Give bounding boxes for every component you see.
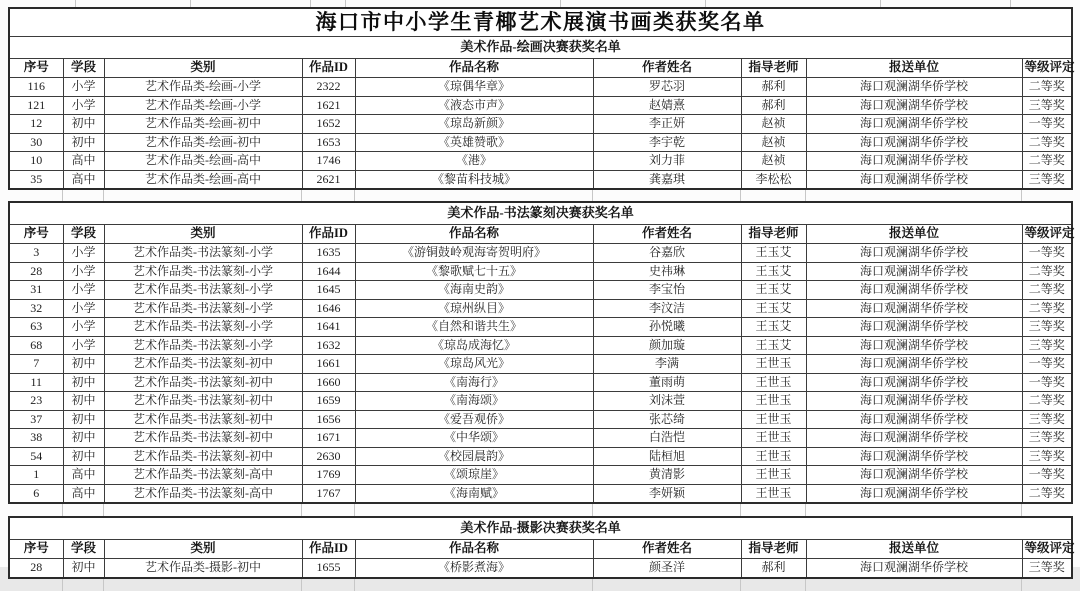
cell: 王世玉	[741, 355, 806, 374]
cell: 《港》	[355, 152, 593, 171]
cell: 一等奖	[1022, 115, 1072, 134]
cell: 30	[9, 133, 63, 152]
column-header: 指导老师	[741, 59, 806, 78]
cell: 1632	[302, 336, 355, 355]
cell: 艺术作品类-书法篆刻-小学	[104, 262, 302, 281]
cell: 王世玉	[741, 466, 806, 485]
column-header: 报送单位	[806, 540, 1022, 559]
cell: 海口观澜湖华侨学校	[806, 447, 1022, 466]
cell: 白浩恺	[593, 429, 741, 448]
cell: 黄清影	[593, 466, 741, 485]
cell: 小学	[63, 262, 104, 281]
awards-table-section-3	[8, 516, 1073, 579]
column-header: 报送单位	[806, 225, 1022, 244]
faint-grid-line	[805, 190, 806, 201]
cell: 刘力菲	[593, 152, 741, 171]
cell: 二等奖	[1022, 133, 1072, 152]
cell: 孙悦曦	[593, 318, 741, 337]
section-title-row	[9, 517, 1072, 540]
table-row	[9, 78, 1072, 97]
cell: 三等奖	[1022, 429, 1072, 448]
cell: 王玉艾	[741, 299, 806, 318]
table-row	[9, 429, 1072, 448]
cell: 二等奖	[1022, 262, 1072, 281]
column-header: 作品ID	[302, 59, 355, 78]
cell: 艺术作品类-书法篆刻-初中	[104, 373, 302, 392]
cell: 赵祯	[741, 152, 806, 171]
cell: 高中	[63, 170, 104, 189]
cell: 艺术作品类-摄影-初中	[104, 559, 302, 578]
cell: 郝利	[741, 96, 806, 115]
cell: 11	[9, 373, 63, 392]
cell: 《黎歌赋七十五》	[355, 262, 593, 281]
cell: 艺术作品类-绘画-小学	[104, 96, 302, 115]
cell: 王玉艾	[741, 336, 806, 355]
cell: 海口观澜湖华侨学校	[806, 281, 1022, 300]
cell: 《爱吾观侨》	[355, 410, 593, 429]
section-title: 美术作品-书法篆刻决赛获奖名单	[9, 202, 1072, 225]
cell: 张芯绮	[593, 410, 741, 429]
faint-grid-line	[592, 579, 593, 591]
cell: 海口观澜湖华侨学校	[806, 318, 1022, 337]
faint-grid-line	[1010, 0, 1011, 7]
table-row	[9, 559, 1072, 578]
column-header: 序号	[9, 59, 63, 78]
cell: 《中华颂》	[355, 429, 593, 448]
cell: 海口观澜湖华侨学校	[806, 355, 1022, 374]
cell: 李松松	[741, 170, 806, 189]
cell: 艺术作品类-书法篆刻-高中	[104, 484, 302, 503]
cell: 李妍颖	[593, 484, 741, 503]
cell: 1655	[302, 559, 355, 578]
cell: 三等奖	[1022, 318, 1072, 337]
faint-grid-line	[354, 190, 355, 201]
column-header: 指导老师	[741, 225, 806, 244]
cell: 海口观澜湖华侨学校	[806, 152, 1022, 171]
cell: 艺术作品类-书法篆刻-初中	[104, 447, 302, 466]
column-header: 作者姓名	[593, 225, 741, 244]
cell: 李满	[593, 355, 741, 374]
column-header: 学段	[63, 225, 104, 244]
faint-grid-line	[75, 0, 76, 7]
column-header: 报送单位	[806, 59, 1022, 78]
cell: 一等奖	[1022, 373, 1072, 392]
cell: 史祎琳	[593, 262, 741, 281]
cell: 《琼州纵目》	[355, 299, 593, 318]
table-row	[9, 318, 1072, 337]
cell: 1769	[302, 466, 355, 485]
cell: 海口观澜湖华侨学校	[806, 244, 1022, 263]
cell: 28	[9, 262, 63, 281]
faint-grid-line	[560, 0, 561, 7]
column-header: 等级评定	[1022, 225, 1072, 244]
column-header: 等级评定	[1022, 540, 1072, 559]
cell: 68	[9, 336, 63, 355]
faint-grid-line	[705, 0, 706, 7]
table-row	[9, 244, 1072, 263]
cell: 一等奖	[1022, 466, 1072, 485]
cell: 初中	[63, 392, 104, 411]
section-title-row	[9, 37, 1072, 59]
faint-grid-line	[62, 579, 63, 591]
section-title: 美术作品-绘画决赛获奖名单	[9, 37, 1072, 59]
page-title: 海口市中小学生青椰艺术展演书画类获奖名单	[9, 8, 1072, 37]
cell: 初中	[63, 355, 104, 374]
cell: 刘沫萱	[593, 392, 741, 411]
cell: 《英雄赞歌》	[355, 133, 593, 152]
faint-grid-line	[301, 579, 302, 591]
cell: 小学	[63, 318, 104, 337]
faint-grid-line	[1021, 190, 1022, 201]
table-gap	[8, 504, 1072, 516]
cell: 一等奖	[1022, 355, 1072, 374]
cell: 《黎苗科技城》	[355, 170, 593, 189]
cell: 1635	[302, 244, 355, 263]
cell: 艺术作品类-书法篆刻-小学	[104, 318, 302, 337]
cell: 7	[9, 355, 63, 374]
cell: 1646	[302, 299, 355, 318]
cell: 王玉艾	[741, 244, 806, 263]
column-header: 等级评定	[1022, 59, 1072, 78]
cell: 颜圣洋	[593, 559, 741, 578]
cell: 6	[9, 484, 63, 503]
column-header: 学段	[63, 540, 104, 559]
cell: 艺术作品类-书法篆刻-小学	[104, 244, 302, 263]
table-row	[9, 392, 1072, 411]
cell: 1621	[302, 96, 355, 115]
cell: 二等奖	[1022, 299, 1072, 318]
cell: 三等奖	[1022, 559, 1072, 578]
cell: 艺术作品类-书法篆刻-小学	[104, 299, 302, 318]
cell: 2630	[302, 447, 355, 466]
cell: 小学	[63, 281, 104, 300]
cell: 初中	[63, 410, 104, 429]
cell: 1746	[302, 152, 355, 171]
cell: 116	[9, 78, 63, 97]
cell: 艺术作品类-书法篆刻-初中	[104, 429, 302, 448]
faint-grid-line	[805, 504, 806, 516]
cell: 二等奖	[1022, 78, 1072, 97]
cell: 小学	[63, 244, 104, 263]
faint-grid-line	[1021, 579, 1022, 591]
cell: 赵祯	[741, 115, 806, 134]
cell: 1641	[302, 318, 355, 337]
faint-grid-line	[301, 190, 302, 201]
cell: 23	[9, 392, 63, 411]
table-row	[9, 447, 1072, 466]
faint-grid-line	[103, 190, 104, 201]
cell: 艺术作品类-绘画-初中	[104, 115, 302, 134]
cell: 艺术作品类-书法篆刻-初中	[104, 392, 302, 411]
cell: 王世玉	[741, 410, 806, 429]
cell: 海口观澜湖华侨学校	[806, 299, 1022, 318]
faint-grid-line	[103, 579, 104, 591]
cell: 1671	[302, 429, 355, 448]
cell: 《琼岛风光》	[355, 355, 593, 374]
table-row	[9, 336, 1072, 355]
section-title-row	[9, 202, 1072, 225]
table-row	[9, 152, 1072, 171]
cell: 高中	[63, 152, 104, 171]
cell: 海口观澜湖华侨学校	[806, 559, 1022, 578]
cell: 艺术作品类-绘画-高中	[104, 152, 302, 171]
cell: 海口观澜湖华侨学校	[806, 484, 1022, 503]
cell: 海口观澜湖华侨学校	[806, 392, 1022, 411]
cell: 王玉艾	[741, 281, 806, 300]
cell: 1653	[302, 133, 355, 152]
cell: 《南海颂》	[355, 392, 593, 411]
cell: 王世玉	[741, 392, 806, 411]
cell: 《琼偶华章》	[355, 78, 593, 97]
cell: 二等奖	[1022, 484, 1072, 503]
cell: 海口观澜湖华侨学校	[806, 170, 1022, 189]
faint-grid-line	[354, 579, 355, 591]
cell: 1	[9, 466, 63, 485]
cell: 艺术作品类-书法篆刻-小学	[104, 336, 302, 355]
column-header: 类别	[104, 225, 302, 244]
cell: 小学	[63, 78, 104, 97]
cell: 海口观澜湖华侨学校	[806, 115, 1022, 134]
cell: 初中	[63, 373, 104, 392]
cell: 王玉艾	[741, 262, 806, 281]
cell: 王世玉	[741, 373, 806, 392]
faint-grid-line	[805, 579, 806, 591]
faint-grid-line	[740, 504, 741, 516]
table-row	[9, 299, 1072, 318]
cell: 初中	[63, 115, 104, 134]
cell: 31	[9, 281, 63, 300]
cell: 李宇乾	[593, 133, 741, 152]
section-title: 美术作品-摄影决赛获奖名单	[9, 517, 1072, 540]
cell: 初中	[63, 429, 104, 448]
cell: 《颂琼崖》	[355, 466, 593, 485]
cell: 54	[9, 447, 63, 466]
column-header: 作品ID	[302, 225, 355, 244]
cell: 艺术作品类-书法篆刻-初中	[104, 355, 302, 374]
cell: 海口观澜湖华侨学校	[806, 466, 1022, 485]
cell: 《游铜鼓岭观海寄贺明府》	[355, 244, 593, 263]
cell: 1652	[302, 115, 355, 134]
cell: 海口观澜湖华侨学校	[806, 373, 1022, 392]
cell: 海口观澜湖华侨学校	[806, 78, 1022, 97]
cell: 李正妍	[593, 115, 741, 134]
cell: 李宝怡	[593, 281, 741, 300]
cell: 初中	[63, 447, 104, 466]
table-row	[9, 115, 1072, 134]
column-header: 作者姓名	[593, 59, 741, 78]
cell: 郝利	[741, 78, 806, 97]
cell: 1660	[302, 373, 355, 392]
cell: 1645	[302, 281, 355, 300]
partial-row-below	[8, 579, 1072, 591]
cell: 海口观澜湖华侨学校	[806, 429, 1022, 448]
cell: 艺术作品类-书法篆刻-初中	[104, 410, 302, 429]
cell: 63	[9, 318, 63, 337]
cell: 海口观澜湖华侨学校	[806, 410, 1022, 429]
faint-grid-line	[740, 190, 741, 201]
faint-grid-line	[740, 579, 741, 591]
cell: 高中	[63, 484, 104, 503]
column-header: 作者姓名	[593, 540, 741, 559]
column-header-row	[9, 59, 1072, 78]
cell: 王世玉	[741, 484, 806, 503]
cell: 王世玉	[741, 447, 806, 466]
table-row	[9, 96, 1072, 115]
cell: 高中	[63, 466, 104, 485]
cell: 李汶洁	[593, 299, 741, 318]
cell: 37	[9, 410, 63, 429]
table-gap	[8, 190, 1072, 201]
cell: 《海南史韵》	[355, 281, 593, 300]
table-row	[9, 410, 1072, 429]
cell: 三等奖	[1022, 170, 1072, 189]
cell: 35	[9, 170, 63, 189]
cell: 3	[9, 244, 63, 263]
column-header: 指导老师	[741, 540, 806, 559]
faint-grid-line	[880, 0, 881, 7]
cell: 12	[9, 115, 63, 134]
cell: 38	[9, 429, 63, 448]
faint-grid-line	[345, 0, 346, 7]
awards-table-section-1	[8, 7, 1073, 190]
cell: 颜加璇	[593, 336, 741, 355]
cell: 1656	[302, 410, 355, 429]
cell: 赵祯	[741, 133, 806, 152]
cell: 《桥影煮海》	[355, 559, 593, 578]
cell: 1659	[302, 392, 355, 411]
cell: 王玉艾	[741, 318, 806, 337]
column-header-row	[9, 540, 1072, 559]
table-row	[9, 281, 1072, 300]
cell: 艺术作品类-书法篆刻-高中	[104, 466, 302, 485]
cell: 龚嘉琪	[593, 170, 741, 189]
cell: 艺术作品类-书法篆刻-小学	[104, 281, 302, 300]
cell: 小学	[63, 336, 104, 355]
cell: 《琼岛新颜》	[355, 115, 593, 134]
cell: 罗芯羽	[593, 78, 741, 97]
cell: 艺术作品类-绘画-小学	[104, 78, 302, 97]
column-header: 序号	[9, 540, 63, 559]
cell: 谷嘉欣	[593, 244, 741, 263]
table-row	[9, 170, 1072, 189]
faint-grid-line	[190, 0, 191, 7]
cell: 艺术作品类-绘画-高中	[104, 170, 302, 189]
cell: 《液态市声》	[355, 96, 593, 115]
column-header: 类别	[104, 540, 302, 559]
cell: 一等奖	[1022, 244, 1072, 263]
cell: 《海南赋》	[355, 484, 593, 503]
faint-grid-line	[1021, 504, 1022, 516]
faint-grid-line	[103, 504, 104, 516]
cell: 《琼岛成海忆》	[355, 336, 593, 355]
cell: 三等奖	[1022, 336, 1072, 355]
column-header: 作品名称	[355, 225, 593, 244]
faint-grid-line	[62, 504, 63, 516]
cell: 海口观澜湖华侨学校	[806, 96, 1022, 115]
table-row	[9, 133, 1072, 152]
partial-row-above	[8, 0, 1072, 7]
table-row	[9, 484, 1072, 503]
table-row	[9, 355, 1072, 374]
cell: 1661	[302, 355, 355, 374]
column-header: 作品名称	[355, 59, 593, 78]
cell: 《校园晨韵》	[355, 447, 593, 466]
faint-grid-line	[301, 504, 302, 516]
cell: 艺术作品类-绘画-初中	[104, 133, 302, 152]
cell: 10	[9, 152, 63, 171]
cell: 海口观澜湖华侨学校	[806, 133, 1022, 152]
faint-grid-line	[62, 190, 63, 201]
cell: 小学	[63, 96, 104, 115]
cell: 二等奖	[1022, 152, 1072, 171]
column-header-row	[9, 225, 1072, 244]
column-header: 类别	[104, 59, 302, 78]
table-row	[9, 262, 1072, 281]
table-row	[9, 466, 1072, 485]
column-header: 学段	[63, 59, 104, 78]
cell: 郝利	[741, 559, 806, 578]
table-row	[9, 373, 1072, 392]
cell: 赵婧熹	[593, 96, 741, 115]
cell: 海口观澜湖华侨学校	[806, 336, 1022, 355]
cell: 二等奖	[1022, 392, 1072, 411]
cell: 二等奖	[1022, 281, 1072, 300]
cell: 王世玉	[741, 429, 806, 448]
faint-grid-line	[354, 504, 355, 516]
awards-table-section-2	[8, 201, 1073, 504]
title-row	[9, 8, 1072, 37]
cell: 三等奖	[1022, 410, 1072, 429]
cell: 121	[9, 96, 63, 115]
cell: 三等奖	[1022, 96, 1072, 115]
cell: 2322	[302, 78, 355, 97]
cell: 1644	[302, 262, 355, 281]
cell: 28	[9, 559, 63, 578]
cell: 1767	[302, 484, 355, 503]
cell: 陆桓旭	[593, 447, 741, 466]
cell: 《自然和谐共生》	[355, 318, 593, 337]
column-header: 作品ID	[302, 540, 355, 559]
faint-grid-line	[592, 190, 593, 201]
column-header: 作品名称	[355, 540, 593, 559]
cell: 32	[9, 299, 63, 318]
tables-host	[8, 7, 1080, 591]
cell: 《南海行》	[355, 373, 593, 392]
cell: 董雨萌	[593, 373, 741, 392]
cell: 三等奖	[1022, 447, 1072, 466]
cell: 初中	[63, 559, 104, 578]
faint-grid-line	[310, 0, 311, 7]
column-header: 序号	[9, 225, 63, 244]
cell: 2621	[302, 170, 355, 189]
cell: 小学	[63, 299, 104, 318]
cell: 初中	[63, 133, 104, 152]
faint-grid-line	[592, 504, 593, 516]
cell: 海口观澜湖华侨学校	[806, 262, 1022, 281]
